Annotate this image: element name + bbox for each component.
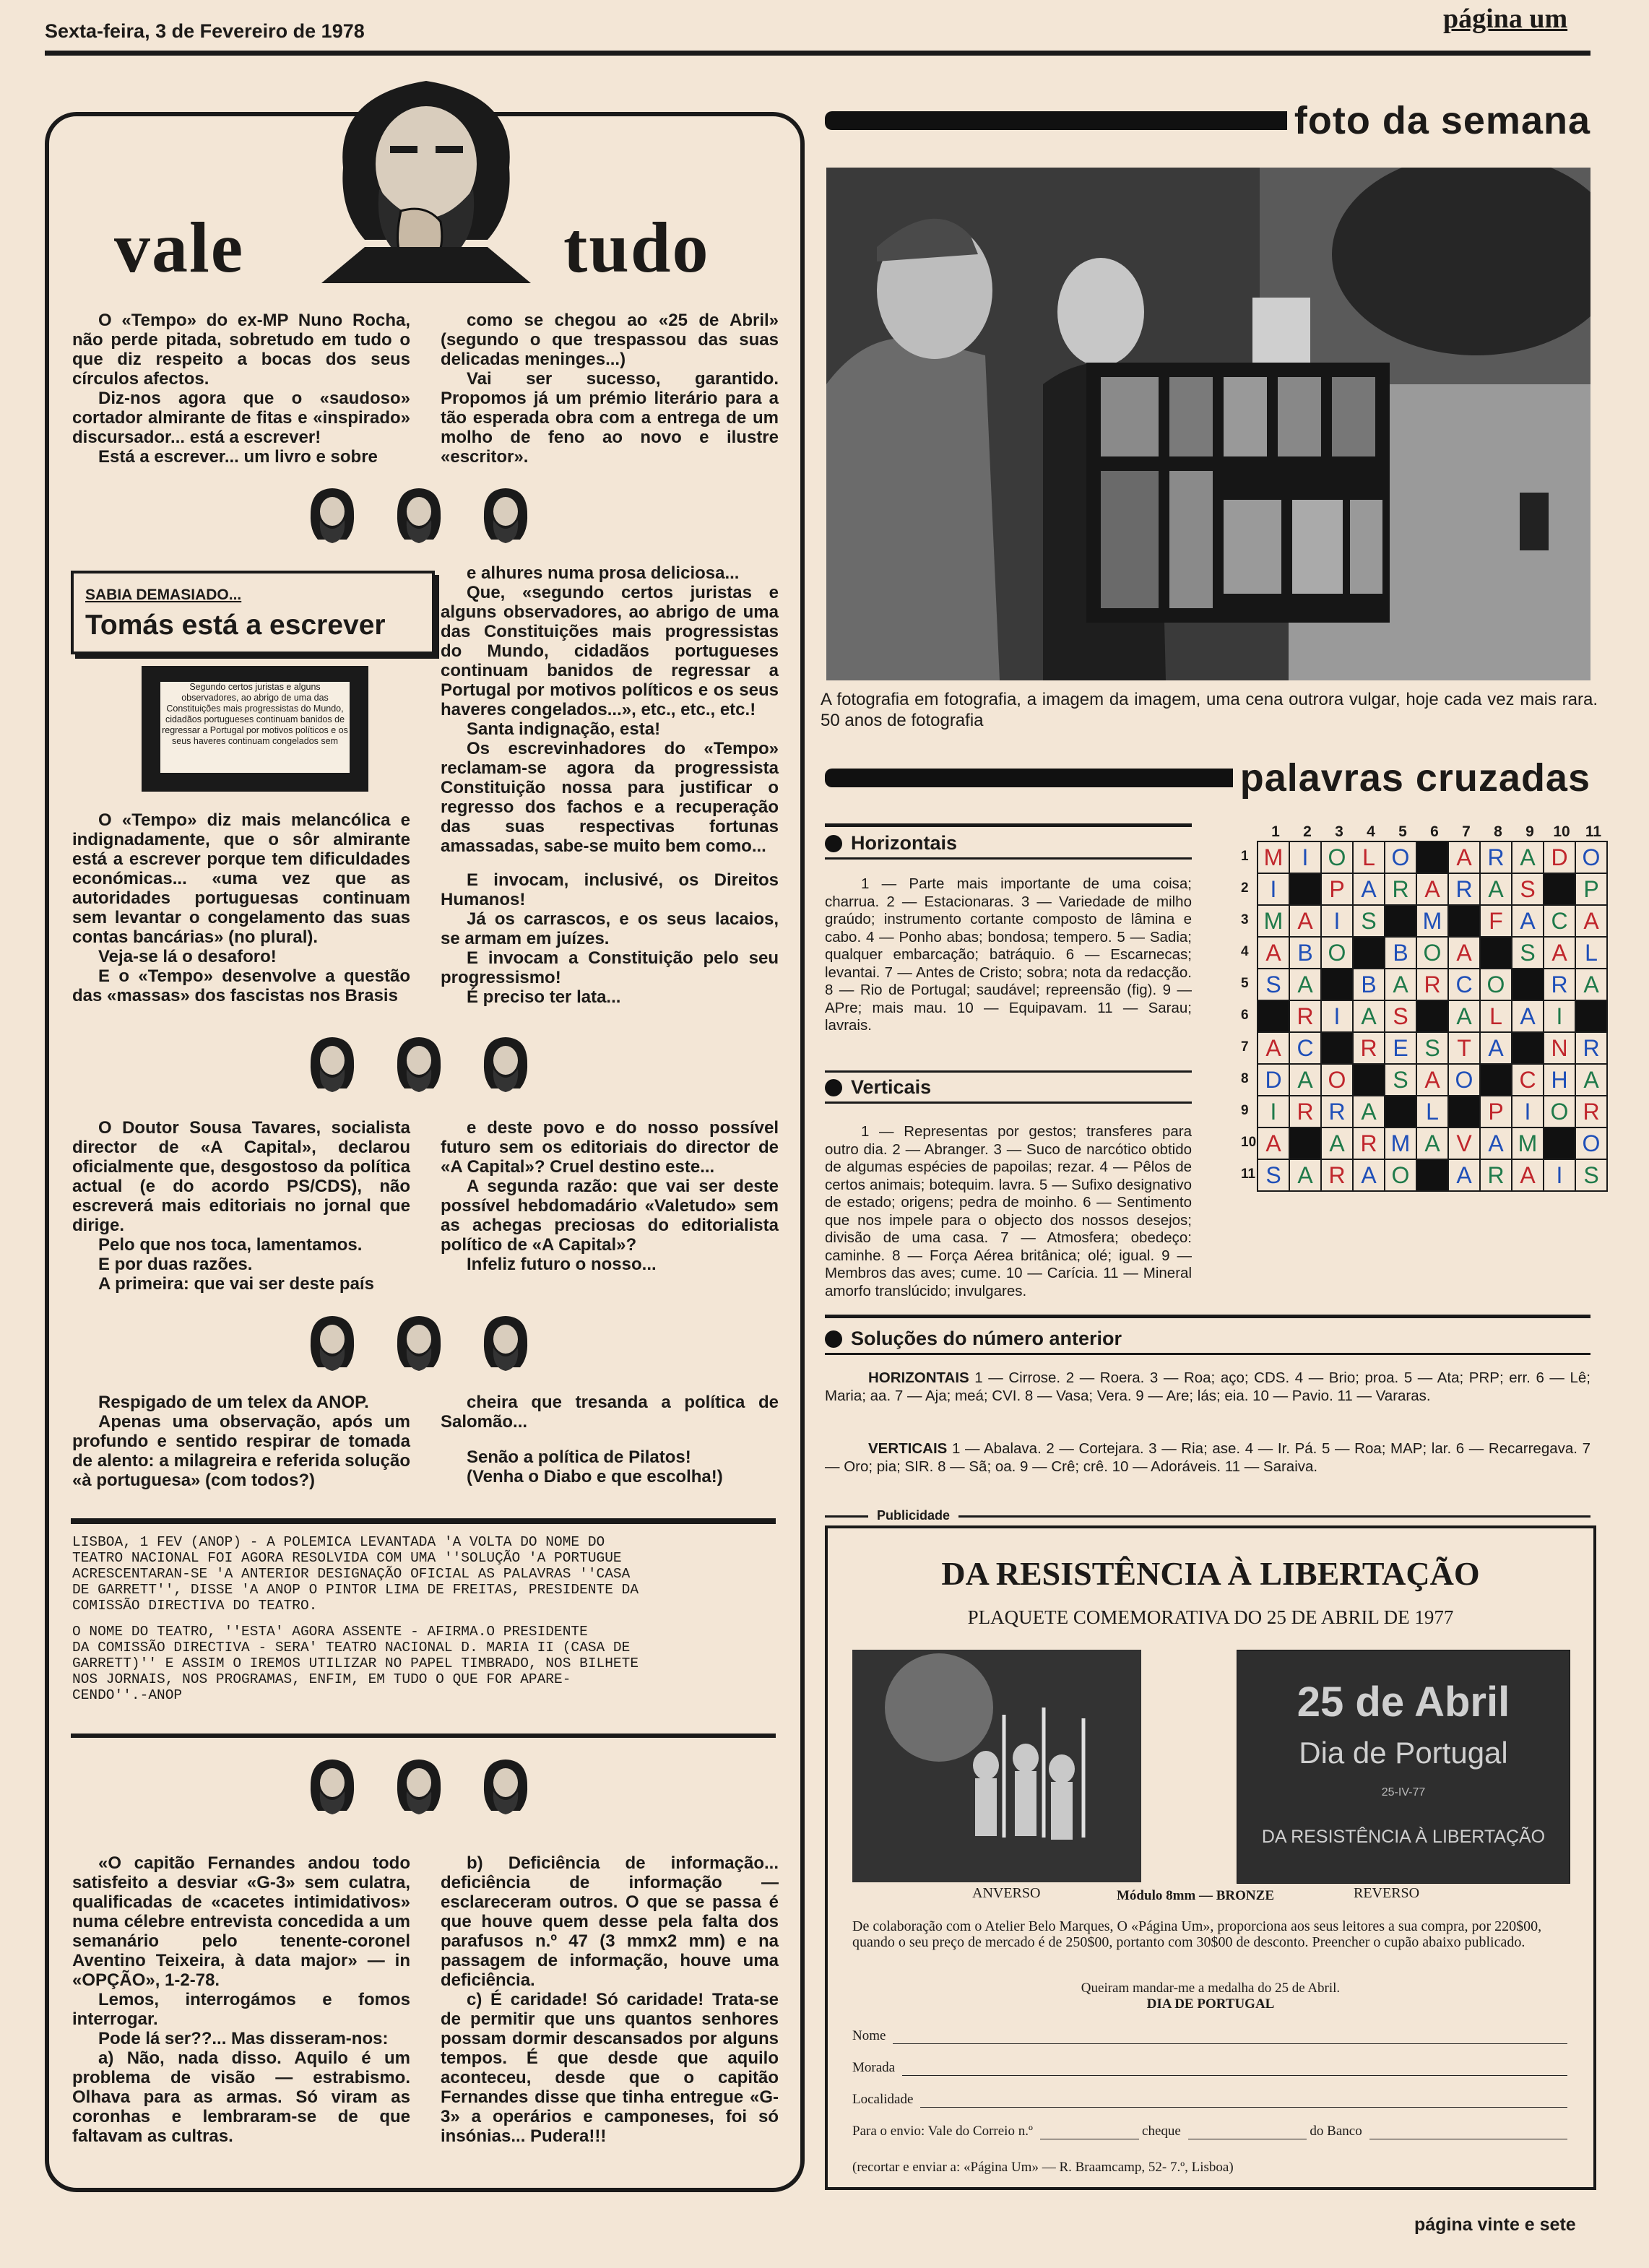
paragraph: Os escrevinhadores do «Tempo» reclamam-se agora da progressista Constituição nossa para justificar o regresso dos fachos e a recuperação das suas respectivas fortunas amassadas, sabe-se muito bem como... (441, 739, 779, 856)
letter-cell[interactable]: O (1385, 841, 1416, 873)
field-label: cheque (1142, 2124, 1181, 2139)
column-number: 6 (1430, 823, 1439, 840)
paragraph: Pode lá ser??... Mas disseram-nos: (98, 2029, 389, 2048)
black-cell[interactable] (1544, 873, 1575, 905)
letter-cell[interactable]: O (1321, 841, 1353, 873)
ad-subtitle: PLAQUETE COMEMORATIVA DO 25 DE ABRIL DE 1977 (967, 1606, 1454, 1628)
bullet-icon (825, 1330, 842, 1348)
marx-face-icon (307, 1034, 358, 1094)
column-number: 3 (1335, 823, 1343, 840)
black-cell[interactable] (1353, 1064, 1385, 1096)
paragraph: e alhures numa prosa deliciosa... (467, 563, 740, 583)
letter-cell[interactable]: O (1321, 937, 1353, 969)
horizontais-clues: 1 — Parte mais importante de uma coisa; charrua. 2 — Estacionaras. 3 — Variedade de milho graúdo; instrumento cortante composto de lâmina e cabo. 4 — Ponho abas; bondosa; tempero. 5 — Sadia; qualquer embarcação; batráquio. 6 — Escarnecas; levantai. 7 — Antes de Cristo; sobra; nota da redacção. 8 — Rio de Portugal; saudável; repreensão (fig). 9 — APre; mais mau. 10 — Equipavam. 11 — Sarau; lavrais. (825, 875, 1192, 1034)
mailing-address: (recortar e enviar a: «Página Um» — R. Braamcamp, 52- 7.º, Lisboa) (852, 2160, 1234, 2175)
paragraph: Diz-nos agora que o «saudoso» cortador almirante de fitas e «inspirado» discursador... está a escrever! (72, 389, 410, 447)
marx-face-icon (480, 1034, 531, 1094)
paragraph: E por duas razões. (98, 1255, 253, 1274)
letter-cell[interactable]: A (1353, 1096, 1385, 1127)
letter-cell[interactable]: P (1575, 873, 1607, 905)
letter-cell[interactable]: A (1353, 873, 1385, 905)
header-rule (45, 51, 1590, 56)
grid-row (1258, 1064, 1607, 1096)
ad-order-line2: DIA DE PORTUGAL (1146, 1996, 1275, 2012)
marx-faces-row (289, 485, 549, 548)
form-field-morada[interactable] (852, 2060, 1567, 2076)
paragraph: (Venha o Diabo e que escolha!) (467, 1467, 723, 1486)
reverso-label: REVERSO (1354, 1885, 1420, 1901)
grid-row (1258, 873, 1607, 905)
paragraph: a) Não, nada disso. Aquilo é um problema de visão — estrabismo. Olhava para as armas. Só viram as coronhas e lembraram-se de que faltavam as cultras. (72, 2048, 410, 2146)
letter-cell[interactable]: I (1258, 873, 1289, 905)
column-number: 4 (1367, 823, 1375, 840)
letter-cell[interactable]: A (1416, 1127, 1448, 1159)
letter-cell[interactable]: A (1480, 1032, 1512, 1064)
letter-cell[interactable]: O (1321, 1064, 1353, 1096)
letter-cell[interactable]: B (1289, 937, 1321, 969)
heading-text: Soluções do número anterior (851, 1328, 1122, 1349)
grid-row (1258, 841, 1607, 873)
letter-cell[interactable]: M (1416, 905, 1448, 937)
paragraph: E invocam a Constituição pelo seu progressismo! (441, 948, 779, 987)
letter-cell[interactable]: A (1353, 1000, 1385, 1032)
paragraph: «O capitão Fernandes andou todo satisfeito a desviar «G-3» sem culatra, qualificadas de «cacetes intimidativos» numa célebre entrevista concedida a um semanário pelo tenente-coronel Aventino Teixeira, à data major» — in «OPÇÃO», 1-2-78. (72, 1853, 410, 1990)
letter-cell[interactable]: F (1480, 905, 1512, 937)
letter-cell[interactable]: S (1385, 1064, 1416, 1096)
input-line[interactable] (920, 2094, 1567, 2108)
grid-row (1258, 1096, 1607, 1127)
row-number: 4 (1241, 944, 1249, 959)
black-cell[interactable] (1416, 841, 1448, 873)
letter-cell[interactable]: S (1575, 1159, 1607, 1191)
letter-cell[interactable]: S (1512, 873, 1544, 905)
grid-row (1258, 905, 1607, 937)
black-cell[interactable] (1480, 937, 1512, 969)
letter-cell[interactable]: R (1480, 1159, 1512, 1191)
clipping-frame (142, 666, 368, 792)
letter-cell[interactable]: A (1480, 1127, 1512, 1159)
letter-cell[interactable]: A (1289, 1064, 1321, 1096)
input-line[interactable] (1188, 2126, 1307, 2139)
paragraph: Infeliz futuro o nosso... (467, 1255, 657, 1274)
box-title: Tomás está a escrever (85, 610, 386, 641)
letter-cell[interactable]: D (1544, 841, 1575, 873)
rule (825, 1315, 1590, 1318)
letter-cell[interactable]: L (1575, 937, 1607, 969)
grid-row (1258, 1000, 1607, 1032)
input-line[interactable] (902, 2062, 1567, 2076)
marx-face-icon (307, 485, 358, 545)
paragraph: c) É caridade! Só caridade! Trata-se de permitir que uns quantos senhores possam dormir descansados por alguns tempos. É que desde que aquilo aconteceu, desde que o capitão Fernandes disse que tinha entregue «G-3» a operários e camponeses, foi só insónias... Pudera!!! (441, 1990, 779, 2146)
column-number: 10 (1553, 823, 1570, 840)
letter-cell[interactable]: R (1289, 1000, 1321, 1032)
marx-face-icon (394, 1313, 444, 1372)
letter-cell[interactable]: O (1544, 1096, 1575, 1127)
letter-cell[interactable]: R (1448, 873, 1480, 905)
photo-section-band (825, 99, 1590, 142)
black-cell[interactable] (1258, 1000, 1289, 1032)
bullet-icon (825, 835, 842, 852)
page-number: página vinte e sete (1414, 2215, 1576, 2235)
letter-cell[interactable]: R (1416, 969, 1448, 1000)
letter-cell[interactable]: A (1512, 1159, 1544, 1191)
letter-cell[interactable]: A (1544, 937, 1575, 969)
section3-column-1 (72, 1118, 410, 1294)
letter-cell[interactable]: N (1544, 1032, 1575, 1064)
newspaper-clipping: Segundo certos juristas e alguns observadores, ao abrigo de uma das Constituições mais progressistas do Mundo, cidadãos portugueses continuam banidos de regressar a Portugal por motivos políticos e os seus haveres continuam congelados sem (160, 682, 350, 773)
intro-column-2 (441, 311, 779, 467)
letter-cell[interactable]: A (1258, 1032, 1289, 1064)
letter-cell[interactable]: O (1575, 841, 1607, 873)
letter-cell[interactable]: H (1544, 1064, 1575, 1096)
ad-body: De colaboração com o Atelier Belo Marques, O «Página Um», proporciona aos seus leitores a sua compra, por 220$00, quando o seu preço de mercado é de 250$00, portanto com 30$00 de desconto. Preencher o cupão abaixo publicado. (852, 1918, 1542, 1950)
black-cell[interactable] (1416, 1000, 1448, 1032)
letter-cell[interactable]: L (1480, 1000, 1512, 1032)
column-number: 8 (1494, 823, 1502, 840)
black-cell[interactable] (1321, 969, 1353, 1000)
black-cell[interactable] (1289, 1127, 1321, 1159)
black-cell[interactable] (1448, 905, 1480, 937)
plaque-line3: DA RESISTÊNCIA À LIBERTAÇÃO (1261, 1827, 1546, 1847)
paragraph: Que, «segundo certos juristas e alguns observadores, ao abrigo de uma das Constituições mais progressistas do Mundo, cidadãos portugueses continuam banidos de regressar a Portugal por motivos políticos e os seus haveres congelados...», etc., etc., etc.! (441, 583, 779, 719)
paragraph: Lemos, interrogámos e fomos interrogar. (72, 1990, 410, 2029)
black-cell[interactable] (1416, 1159, 1448, 1191)
letter-cell[interactable]: I (1258, 1096, 1289, 1127)
black-cell[interactable] (1289, 873, 1321, 905)
letter-cell[interactable]: A (1480, 873, 1512, 905)
letter-cell[interactable]: S (1258, 969, 1289, 1000)
column-number: 7 (1462, 823, 1471, 840)
crossword-section-band (825, 756, 1590, 800)
letter-cell[interactable]: R (1289, 1096, 1321, 1127)
paragraph: O «Tempo» diz mais melancólica e indignadamente, que o sôr almirante está a escrever porque tem dificuldades económicas... «uma vez que as autoridades portuguesas continuam sem levantar o congelamento das suas contas bancárias» (no plural). (72, 810, 410, 947)
paragraph: como se chegou ao «25 de Abril» (segundo o que trespassou das suas delicadas meninges...) (441, 311, 779, 369)
letter-cell[interactable]: T (1448, 1032, 1480, 1064)
crossword-puzzle (1241, 823, 1609, 1192)
photo-caption: A fotografia em fotografia, a imagem da imagem, uma cena outrora vulgar, hoje cada vez mais rara. 50 anos de fotografia (821, 690, 1598, 730)
column-number: 9 (1525, 823, 1534, 840)
form-field-payment[interactable] (852, 2124, 1567, 2139)
letter-cell[interactable]: A (1289, 969, 1321, 1000)
paragraph: A segunda razão: que vai ser deste possível hebdomadário «Valetudo» sem as achegas preciosas do editorialista político de «A Capital»? (441, 1177, 779, 1255)
paragraph: Apenas uma observação, após um profundo e sentido respirar de tomada de alento: a milagreira e referida solução «à portuguesa» (com todos?) (72, 1412, 410, 1490)
row-number: 3 (1241, 912, 1249, 927)
row-number: 6 (1241, 1008, 1249, 1023)
letter-cell[interactable]: A (1448, 937, 1480, 969)
letter-cell[interactable]: A (1289, 1159, 1321, 1191)
letter-cell[interactable]: A (1353, 1159, 1385, 1191)
telex-text: LISBOA, 1 FEV (ANOP) - A POLEMICA LEVANTADA 'A VOLTA DO NOME DO TEATRO NACIONAL FOI AGORA RESOLVIDA COM UMA ''SOLUÇÃO 'A PORTUGUE ACRESCENTARAN-SE 'A ANTERIOR DESIGNAÇÃO OFICIAL AS PALAVRAS ''CASA DE GARRETT'', DISSE 'A ANOP O PINTOR LIMA DE FREITAS, PRESIDENTE DA COMISSÃO DIRECTIVA DO TEATRO. O NOME DO TEATRO, ''ESTA' AGORA ASSENTE - AFIRMA.O PRESIDENTE DA COMISSÃO DIRECTIVA - SERA' TEATRO NACIONAL D. MARIA II (CASA DE GARRETT)'' E ASSIM O IREMOS UTILIZAR NO PAPEL TIMBRADO, NOS BILHETE NOS JORNAIS, NOS PROGRAMAS, ENFIM, EM TUDO O QUE FOR APARE- CENDO''.-ANOP (72, 1534, 639, 1703)
black-cell[interactable] (1480, 1064, 1512, 1096)
letter-cell[interactable]: A (1575, 905, 1607, 937)
marx-faces-row (289, 1757, 549, 1819)
letter-cell[interactable]: S (1385, 1000, 1416, 1032)
title-vale: vale (114, 207, 245, 287)
grid-row (1258, 937, 1607, 969)
letter-cell[interactable]: L (1353, 841, 1385, 873)
input-line[interactable] (893, 2030, 1567, 2044)
field-label: Para o envio: Vale do Correio n.º (852, 2124, 1033, 2139)
letter-cell[interactable]: S (1258, 1159, 1289, 1191)
section2-column-2 (441, 563, 779, 1007)
input-line[interactable] (1040, 2126, 1139, 2139)
row-number: 7 (1241, 1039, 1249, 1055)
rule (825, 823, 1192, 827)
letter-cell[interactable]: I (1512, 1096, 1544, 1127)
letter-cell[interactable]: M (1385, 1127, 1416, 1159)
paragraph: b) Deficiência de informação... deficiência de informação — esclareceram outros. O que se passa é que houve quem desse pela falta dos parafusos n.º 47 (3 mmx2 mm) e na passagem de informação, houve uma deficiência. (441, 1853, 779, 1990)
column-number: 5 (1398, 823, 1407, 840)
paragraph: O Doutor Sousa Tavares, socialista director de «A Capital», declarou oficialmente que, desgostoso da política actual (e do acordo PS/CDS), não escreverá mais editoriais no jornal que dirige. (72, 1118, 410, 1235)
paragraph: Senão a política de Pilatos! (467, 1447, 691, 1467)
letter-cell[interactable]: P (1321, 873, 1353, 905)
row-numbers (1241, 841, 1257, 1192)
letter-cell[interactable]: C (1544, 905, 1575, 937)
telex-top-rule (71, 1518, 776, 1524)
row-number: 10 (1241, 1135, 1257, 1150)
letter-cell[interactable]: I (1544, 1000, 1575, 1032)
solutions-horizontais: HORIZONTAIS 1 — Cirrose. 2 — Roera. 3 — Roa; aço; CDS. 4 — Brio; proa. 5 — Ata; PRP; err. 6 — Lê; Maria; aa. 7 — Aja; meá; CVI. 8 — Vasa; Vera. 9 — Are; lás; eia. 10 — Pavio. 11 — Vararas. (825, 1369, 1591, 1404)
intro-column-1 (72, 311, 410, 467)
letter-cell[interactable]: O (1448, 1064, 1480, 1096)
verticais-heading (825, 1076, 931, 1099)
marx-face-icon (394, 1034, 444, 1094)
module-label: Módulo 8mm — BRONZE (1117, 1888, 1274, 1903)
black-cell[interactable] (1385, 1096, 1416, 1127)
paragraph: Já os carrascos, e os seus lacaios, se armam em juízes. (441, 909, 779, 948)
plaque-line2: Dia de Portugal (1299, 1736, 1508, 1770)
letter-cell[interactable]: I (1544, 1159, 1575, 1191)
marx-face-icon (394, 485, 444, 545)
letter-cell[interactable]: R (1353, 1032, 1385, 1064)
letter-cell[interactable]: I (1321, 1000, 1353, 1032)
section2-column-1 (72, 810, 410, 1005)
black-cell[interactable] (1575, 1000, 1607, 1032)
letter-cell[interactable]: A (1575, 1064, 1607, 1096)
section4-column-1 (72, 1393, 410, 1490)
paragraph: cheira que tresanda a política de Salomão... (441, 1393, 779, 1432)
marx-faces-row (289, 1034, 549, 1097)
letter-cell[interactable]: R (1575, 1096, 1607, 1127)
letter-cell[interactable]: E (1385, 1032, 1416, 1064)
marx-face-icon (480, 1757, 531, 1816)
masthead: página um (1443, 4, 1568, 34)
field-label: Localidade (852, 2092, 914, 2107)
medal-anverso-image (852, 1650, 1141, 1882)
row-number: 5 (1241, 976, 1249, 991)
ad-order-line1: Queiram mandar-me a medalha do 25 de Abril. (1081, 1981, 1341, 1996)
paragraph: Santa indignação, esta! (467, 719, 661, 739)
letter-cell[interactable]: O (1575, 1127, 1607, 1159)
issue-date: Sexta-feira, 3 de Fevereiro de 1978 (45, 20, 365, 42)
letter-cell[interactable]: C (1448, 969, 1480, 1000)
letter-cell[interactable]: R (1385, 873, 1416, 905)
paragraph: Veja-se lá o desaforo! (98, 947, 277, 966)
marx-face-icon (307, 1313, 358, 1372)
marx-face-icon (307, 1757, 358, 1816)
band-bar (825, 111, 1287, 130)
letter-cell[interactable]: S (1353, 905, 1385, 937)
black-cell[interactable] (1512, 969, 1544, 1000)
heading-text: Horizontais (851, 832, 958, 854)
column-number: 2 (1303, 823, 1312, 840)
section5-column-2 (441, 1853, 779, 2146)
black-cell[interactable] (1353, 937, 1385, 969)
letter-cell[interactable]: A (1416, 873, 1448, 905)
letter-cell[interactable]: D (1258, 1064, 1289, 1096)
letter-cell[interactable]: I (1289, 841, 1321, 873)
grid-row (1258, 1159, 1607, 1191)
letter-cell[interactable]: R (1321, 1096, 1353, 1127)
letter-cell[interactable]: R (1353, 1127, 1385, 1159)
column-number: 1 (1271, 823, 1280, 840)
letter-cell[interactable]: S (1416, 1032, 1448, 1064)
letter-cell[interactable]: A (1448, 841, 1480, 873)
section-title: palavras cruzadas (1239, 756, 1590, 800)
solutions-heading (825, 1328, 1122, 1350)
input-line[interactable] (1369, 2126, 1567, 2139)
paragraph: E invocam, inclusivé, os Direitos Humanos! (441, 870, 779, 909)
heading-text: Verticais (851, 1076, 932, 1098)
verticais-clues: 1 — Representas por gestos; transferes para outro dia. 2 — Abranger. 3 — Suco de narcótico obtido de algumas espécies de papoilas; rezar. 4 — Pêlos de certos animais; botequim. lavra. 5 — Sufixo designativo de estado; origens; pedra de moinho. 6 — Sentimento que nos impele para o objecto dos nossos desejos; divisão de uma casa. 7 — Atmosfera; obedeço: caminhe. 8 — Força Aérea britânica; olé; igual. 9 — Membros das aves; cume. 10 — Carícia. 11 — Mineral amorfo translúcido; invulgares. (825, 1123, 1192, 1299)
letter-cell[interactable]: B (1385, 937, 1416, 969)
section-title: foto da semana (1294, 99, 1590, 142)
grid-row (1258, 1127, 1607, 1159)
paragraph: E o «Tempo» desenvolve a questão das «massas» dos fascistas nos Brasis (72, 966, 410, 1005)
letter-cell[interactable]: C (1512, 1064, 1544, 1096)
row-number: 11 (1241, 1167, 1256, 1182)
black-cell[interactable] (1448, 1096, 1480, 1127)
letter-cell[interactable]: A (1258, 1127, 1289, 1159)
rule (825, 1070, 1192, 1073)
letter-cell[interactable]: A (1416, 1064, 1448, 1096)
paragraph: A primeira: que vai ser deste país (98, 1274, 374, 1294)
paragraph: Pelo que nos toca, lamentamos. (98, 1235, 363, 1255)
letter-cell[interactable]: A (1448, 1000, 1480, 1032)
paragraph: O «Tempo» do ex-MP Nuno Rocha, não perde pitada, sobretudo em tudo o que diz respeito a bocas dos seus círculos afectos. (72, 311, 410, 389)
black-cell[interactable] (1544, 1127, 1575, 1159)
ad-title: DA RESISTÊNCIA À LIBERTAÇÃO (941, 1555, 1480, 1592)
publicidade-label: Publicidade (868, 1508, 958, 1523)
letter-cell[interactable]: R (1321, 1159, 1353, 1191)
form-field-localidade[interactable] (852, 2092, 1567, 2108)
portrait-illustration (321, 66, 531, 283)
letter-cell[interactable]: R (1480, 841, 1512, 873)
letter-cell[interactable]: O (1385, 1159, 1416, 1191)
section4-column-2 (441, 1393, 779, 1486)
paragraph: Está a escrever... um livro e sobre (98, 447, 378, 467)
marx-face-icon (480, 485, 531, 545)
letter-cell[interactable]: A (1321, 1127, 1353, 1159)
paragraph: e deste povo e do nosso possível futuro sem os editoriais do director de «A Capital»? Cruel destino este... (441, 1118, 779, 1177)
plaque-line1: 25 de Abril (1297, 1679, 1510, 1726)
letter-cell[interactable]: R (1575, 1032, 1607, 1064)
field-label: do Banco (1310, 2124, 1362, 2139)
rule (825, 1101, 1192, 1104)
paragraph: Respigado de um telex da ANOP. (98, 1393, 369, 1412)
box-kicker: SABIA DEMASIADO... (85, 587, 242, 603)
rule (825, 857, 1192, 860)
band-bar (825, 769, 1233, 787)
paragraph: É preciso ter lata... (467, 987, 621, 1007)
title-tudo: tudo (563, 207, 710, 287)
marx-face-icon (480, 1313, 531, 1372)
solutions-verticais: VERTICAIS 1 — Abalava. 2 — Cortejara. 3 — Ria; ase. 4 — Ir. Pá. 5 — Roa; MAP; lar. 6 — Recarregava. 7 — Oro; pia; SIR. 8 — Sã; oa. 9 — Crê; crê. 10 — Adoráveis. 11 — Saraiva. (825, 1440, 1590, 1475)
letter-cell[interactable]: R (1544, 969, 1575, 1000)
black-cell[interactable] (1321, 1032, 1353, 1064)
letter-cell[interactable]: S (1512, 937, 1544, 969)
grid-row (1258, 1032, 1607, 1064)
telex-bottom-rule (71, 1734, 776, 1738)
black-cell[interactable] (1512, 1032, 1544, 1064)
letter-cell[interactable]: O (1416, 937, 1448, 969)
anverso-label: ANVERSO (972, 1885, 1041, 1901)
letter-cell[interactable]: M (1258, 905, 1289, 937)
letter-cell[interactable]: P (1480, 1096, 1512, 1127)
order-form (852, 2028, 1567, 2176)
section3-column-2 (441, 1118, 779, 1274)
section5-column-1 (72, 1853, 410, 2146)
row-number: 8 (1241, 1071, 1249, 1086)
letter-cell[interactable]: A (1385, 969, 1416, 1000)
letter-cell[interactable]: A (1289, 905, 1321, 937)
row-number: 1 (1241, 849, 1249, 864)
field-label: Morada (852, 2060, 896, 2075)
letter-cell[interactable]: A (1448, 1159, 1480, 1191)
letter-cell[interactable]: V (1448, 1127, 1480, 1159)
letter-cell[interactable]: A (1512, 841, 1544, 873)
form-field-nome[interactable] (852, 2028, 1567, 2044)
column-number: 11 (1585, 823, 1602, 840)
headline-box (71, 571, 435, 654)
bullet-icon (825, 1079, 842, 1096)
crossword-grid[interactable] (1257, 841, 1608, 1192)
row-number: 9 (1241, 1103, 1249, 1118)
letter-cell[interactable]: M (1512, 1127, 1544, 1159)
letter-cell[interactable]: A (1575, 969, 1607, 1000)
letter-cell[interactable]: A (1512, 905, 1544, 937)
paragraph: Vai ser sucesso, garantido. Propomos já um prémio literário para a tão esperada obra com a entrega de um molho de feno ao novo e ilustre «escritor». (441, 369, 779, 467)
letter-cell[interactable]: L (1416, 1096, 1448, 1127)
marx-faces-row (289, 1313, 549, 1376)
medal-reverso-image (1237, 1650, 1570, 1884)
letter-cell[interactable]: I (1321, 905, 1353, 937)
grid-row (1258, 969, 1607, 1000)
letter-cell[interactable]: M (1258, 841, 1289, 873)
photo-of-the-week (826, 168, 1590, 680)
letter-cell[interactable]: A (1512, 1000, 1544, 1032)
horizontais-heading (825, 832, 957, 854)
letter-cell[interactable]: B (1353, 969, 1385, 1000)
rule (825, 1353, 1590, 1355)
letter-cell[interactable]: C (1289, 1032, 1321, 1064)
letter-cell[interactable]: A (1258, 937, 1289, 969)
advertisement (825, 1525, 1596, 2190)
column-numbers (1260, 823, 1609, 841)
plaque-date: 25-IV-77 (1381, 1786, 1426, 1799)
field-label: Nome (852, 2028, 886, 2043)
letter-cell[interactable]: O (1480, 969, 1512, 1000)
black-cell[interactable] (1385, 905, 1416, 937)
row-number: 2 (1241, 880, 1249, 896)
marx-face-icon (394, 1757, 444, 1816)
